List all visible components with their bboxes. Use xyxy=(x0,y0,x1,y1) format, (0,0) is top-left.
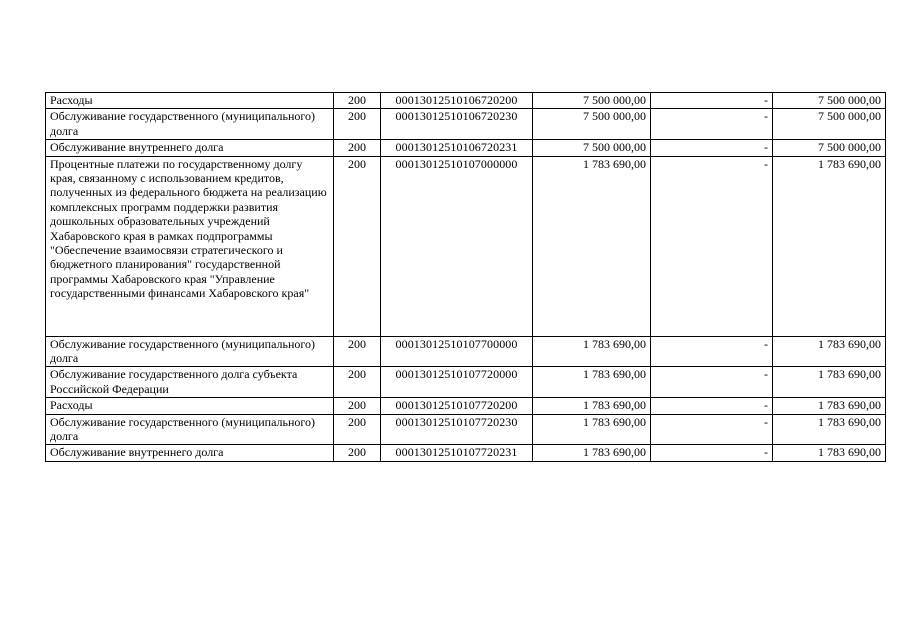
approved-amount-cell: 1 783 690,00 xyxy=(533,445,651,461)
approved-amount-cell: 1 783 690,00 xyxy=(533,156,651,336)
table-row xyxy=(46,336,886,367)
line-code-cell: 200 xyxy=(334,367,381,398)
line-code-cell: 200 xyxy=(334,140,381,156)
table-row xyxy=(46,109,886,140)
remaining-amount-cell: 1 783 690,00 xyxy=(773,414,886,445)
executed-amount-cell: - xyxy=(651,336,773,367)
budget-classification-code-cell: 00013012510107720200 xyxy=(381,398,533,414)
expense-name-cell: Обслуживание внутреннего долга xyxy=(46,445,334,461)
table-row xyxy=(46,156,886,336)
approved-amount-cell: 1 783 690,00 xyxy=(533,367,651,398)
line-code-cell: 200 xyxy=(334,156,381,336)
table-row xyxy=(46,398,886,414)
expense-name-cell: Расходы xyxy=(46,93,334,109)
line-code-cell: 200 xyxy=(334,336,381,367)
approved-amount-cell: 1 783 690,00 xyxy=(533,398,651,414)
budget-expenditure-table xyxy=(45,92,886,462)
executed-amount-cell: - xyxy=(651,398,773,414)
expense-name-cell: Расходы xyxy=(46,398,334,414)
remaining-amount-cell: 1 783 690,00 xyxy=(773,156,886,336)
budget-classification-code-cell: 00013012510107720231 xyxy=(381,445,533,461)
executed-amount-cell: - xyxy=(651,109,773,140)
expense-name-cell: Обслуживание внутреннего долга xyxy=(46,140,334,156)
executed-amount-cell: - xyxy=(651,140,773,156)
executed-amount-cell: - xyxy=(651,445,773,461)
line-code-cell: 200 xyxy=(334,109,381,140)
approved-amount-cell: 7 500 000,00 xyxy=(533,109,651,140)
remaining-amount-cell: 7 500 000,00 xyxy=(773,109,886,140)
table-row xyxy=(46,93,886,109)
approved-amount-cell: 1 783 690,00 xyxy=(533,414,651,445)
line-code-cell: 200 xyxy=(334,93,381,109)
expense-name-cell: Обслуживание государственного (муниципального) долга xyxy=(46,109,334,140)
table-row xyxy=(46,414,886,445)
remaining-amount-cell: 7 500 000,00 xyxy=(773,140,886,156)
remaining-amount-cell: 1 783 690,00 xyxy=(773,336,886,367)
approved-amount-cell: 1 783 690,00 xyxy=(533,336,651,367)
budget-classification-code-cell: 00013012510107700000 xyxy=(381,336,533,367)
remaining-amount-cell: 7 500 000,00 xyxy=(773,93,886,109)
line-code-cell: 200 xyxy=(334,398,381,414)
budget-classification-code-cell: 00013012510106720200 xyxy=(381,93,533,109)
line-code-cell: 200 xyxy=(334,414,381,445)
table-row xyxy=(46,445,886,461)
expense-name-cell: Обслуживание государственного долга субъекта Российской Федерации xyxy=(46,367,334,398)
budget-classification-code-cell: 00013012510106720231 xyxy=(381,140,533,156)
executed-amount-cell: - xyxy=(651,414,773,445)
table-row xyxy=(46,140,886,156)
expense-name-cell: Обслуживание государственного (муниципального) долга xyxy=(46,336,334,367)
expense-name-cell: Обслуживание государственного (муниципального) долга xyxy=(46,414,334,445)
budget-classification-code-cell: 00013012510106720230 xyxy=(381,109,533,140)
budget-classification-code-cell: 00013012510107720230 xyxy=(381,414,533,445)
executed-amount-cell: - xyxy=(651,93,773,109)
remaining-amount-cell: 1 783 690,00 xyxy=(773,367,886,398)
remaining-amount-cell: 1 783 690,00 xyxy=(773,398,886,414)
line-code-cell: 200 xyxy=(334,445,381,461)
table-row xyxy=(46,367,886,398)
approved-amount-cell: 7 500 000,00 xyxy=(533,140,651,156)
approved-amount-cell: 7 500 000,00 xyxy=(533,93,651,109)
remaining-amount-cell: 1 783 690,00 xyxy=(773,445,886,461)
expense-name-cell: Процентные платежи по государственному долгу края, связанному с использованием кредитов, полученных из федерального бюджета на реализацию комплексных программ поддержки развития дошкольных образовательных учреждений Хабаровского края в рамках подпрограммы "Обеспечение взаимосвязи стратегического и бюджетного планирования" государственной программы Хабаровского края "Управление государственными финансами Хабаровского края" xyxy=(46,156,334,336)
budget-classification-code-cell: 00013012510107000000 xyxy=(381,156,533,336)
executed-amount-cell: - xyxy=(651,156,773,336)
budget-classification-code-cell: 00013012510107720000 xyxy=(381,367,533,398)
executed-amount-cell: - xyxy=(651,367,773,398)
